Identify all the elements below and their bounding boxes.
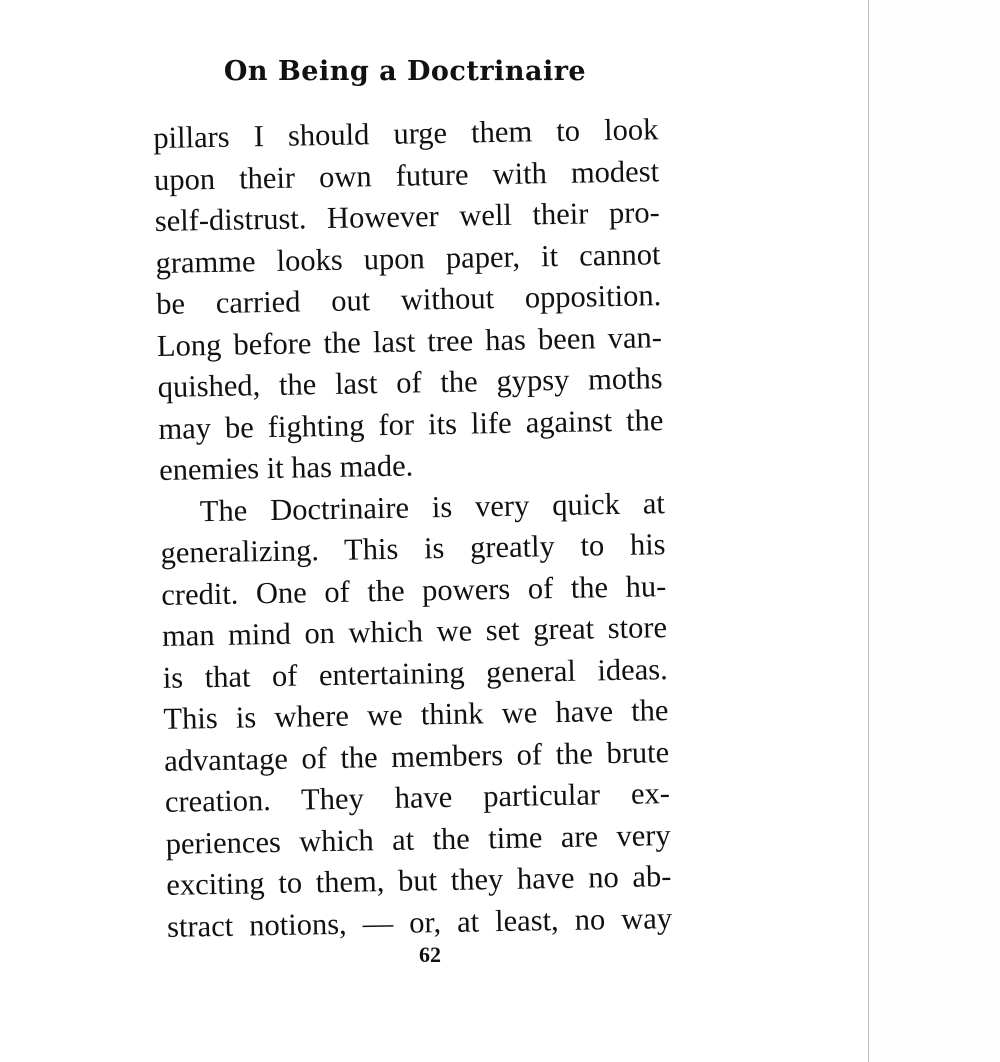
text-line: be carried out without opposition. bbox=[155, 278, 662, 321]
text-line: The Doctrinaire is very quick at bbox=[199, 485, 666, 528]
text-line: stract notions, — or, at least, no way bbox=[166, 900, 673, 944]
paragraph-2 bbox=[160, 482, 688, 948]
text-line: is that of entertaining general ideas. bbox=[162, 651, 668, 695]
text-line: enemies it has made. bbox=[158, 448, 414, 487]
text-line: may be fighting for its life against the bbox=[158, 402, 664, 446]
text-line: gramme looks upon paper, it cannot bbox=[155, 236, 661, 280]
paragraph-1 bbox=[153, 109, 679, 492]
body-text bbox=[153, 109, 687, 948]
text-line: upon their own future with modest bbox=[153, 153, 660, 197]
text-line: exciting to them, but they have no ab- bbox=[166, 859, 672, 902]
text-line: Long before the last tree has been van- bbox=[156, 319, 663, 363]
text-line: pillars I should urge them to look bbox=[153, 112, 659, 155]
text-line: periences which at the time are very bbox=[165, 817, 671, 861]
text-line: quished, the last of the gypsy moths bbox=[157, 361, 663, 404]
page-right-margin bbox=[869, 0, 1000, 1062]
running-head: On Being a Doctrinaire bbox=[223, 56, 587, 87]
text-line: generalizing. This is greatly to his bbox=[160, 527, 666, 570]
text-line: credit. One of the powers of the hu- bbox=[161, 568, 667, 612]
text-line: self-distrust. However well their pro- bbox=[154, 195, 661, 238]
text-line: This is where we think we have the bbox=[163, 693, 669, 736]
page-number: 62 bbox=[419, 942, 441, 967]
text-line: man mind on which we set great store bbox=[161, 610, 668, 653]
text-line: advantage of the members of the brute bbox=[163, 734, 670, 778]
text-line: creation. They have particular ex- bbox=[164, 776, 671, 819]
